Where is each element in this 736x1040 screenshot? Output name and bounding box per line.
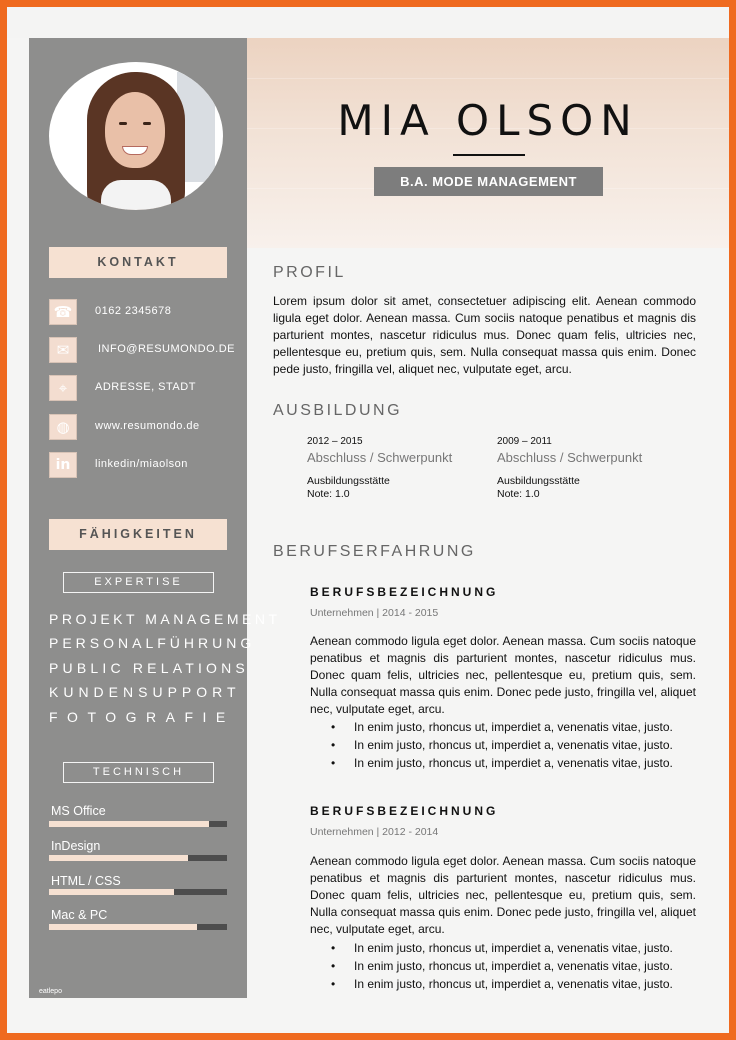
education-grade: Note: 1.0 <box>497 488 540 500</box>
candidate-name: MIA OLSON <box>337 96 639 145</box>
contact-phone <box>49 299 239 325</box>
contact-address-text: ADRESSE, STADT <box>95 381 196 393</box>
phone-icon: ☎ <box>49 299 77 325</box>
job-bullets <box>331 939 673 993</box>
contact-linkedin-text: linkedin/miaolson <box>95 458 188 470</box>
contact-email-text: INFO@RESUMONDO.DE <box>98 343 236 355</box>
profile-text: Lorem ipsum dolor sit amet, consectetuer adipiscing elit. Aenean commodo ligula eget dolor. Aenean massa. Cum sociis natoque penatibus et magnis dis parturient montes, nascetur ridiculus mus. Donec quam felis, ultricies nec, pellentesque eu, pretium quis, sem. Nulla consequat massa quis enim. Donec pede justo, fringilla vel, aliquet nec, vulputate eget, arcu. <box>273 294 696 376</box>
job-title: BERUFSBEZEICHNUNG <box>310 804 499 818</box>
contact-heading: KONTAKT <box>49 247 227 278</box>
contact-linkedin <box>49 452 239 478</box>
expertise-label: EXPERTISE <box>63 572 214 593</box>
list-item: • In enim justo, rhoncus ut, imperdiet a, venenatis vitae, justo. <box>331 718 673 736</box>
tech-skill-label: Mac & PC <box>51 908 108 922</box>
education-entry <box>307 436 487 501</box>
education-years: 2009 – 2011 <box>497 436 552 447</box>
experience-heading: BERUFSERFAHRUNG <box>273 543 476 560</box>
tech-skill-bar <box>49 821 227 827</box>
education-place: Ausbildungsstätte <box>497 475 580 487</box>
job-description: Aenean commodo ligula eget dolor. Aenean massa. Cum sociis natoque penatibus et magnis dis parturient montes, nascetur ridiculus mus. Donec quam felis, ultricies nec, pellentesque eu, pretium quis, sem. Nulla consequat massa quis enim. Donec pede justo, fringilla vel, aliquet nec, vulputate eget, arcu. <box>310 634 696 716</box>
job-title: BERUFSBEZEICHNUNG <box>310 585 499 599</box>
list-item: • In enim justo, rhoncus ut, imperdiet a, venenatis vitae, justo. <box>331 957 673 975</box>
contact-email <box>49 337 239 363</box>
skills-heading: FÄHIGKEITEN <box>49 519 227 550</box>
education-years: 2012 – 2015 <box>307 436 363 447</box>
expertise-item: KUNDENSUPPORT <box>49 684 241 700</box>
footer-mark: eatlepo <box>39 988 62 995</box>
tech-skill-label: HTML / CSS <box>51 874 121 888</box>
education-heading: AUSBILDUNG <box>273 402 403 419</box>
name-underline <box>453 154 525 156</box>
education-place: Ausbildungsstätte <box>307 475 390 487</box>
education-title: Abschluss / Schwerpunkt <box>307 450 453 465</box>
job-company: Unternehmen | 2014 - 2015 <box>310 607 439 619</box>
technical-label: TECHNISCH <box>63 762 214 783</box>
education-entry <box>497 436 677 501</box>
contact-website-text: www.resumondo.de <box>95 420 200 432</box>
mail-icon: ✉ <box>49 337 77 363</box>
job-bullets <box>331 718 673 772</box>
tech-skill-label: MS Office <box>51 804 106 818</box>
education-grade: Note: 1.0 <box>307 488 350 500</box>
job-company: Unternehmen | 2012 - 2014 <box>310 826 439 838</box>
tech-skill-bar <box>49 889 227 895</box>
list-item: • In enim justo, rhoncus ut, imperdiet a, venenatis vitae, justo. <box>331 736 673 754</box>
job-description: Aenean commodo ligula eget dolor. Aenean massa. Cum sociis natoque penatibus et magnis dis parturient montes, nascetur ridiculus mus. Donec quam felis, ultricies nec, pellentesque eu, pretium quis, sem. Nulla consequat massa quis enim. Donec pede justo, fringilla vel, aliquet nec, vulputate eget, arcu. <box>310 854 696 936</box>
tech-skill-bar <box>49 924 227 930</box>
expertise-item: FOTOGRAFIE <box>49 709 235 725</box>
expertise-item: PUBLIC RELATIONS <box>49 660 249 676</box>
tech-skill-bar <box>49 855 227 861</box>
list-item: • In enim justo, rhoncus ut, imperdiet a, venenatis vitae, justo. <box>331 939 673 957</box>
education-title: Abschluss / Schwerpunkt <box>497 450 643 465</box>
resume-page <box>7 38 729 1033</box>
contact-website <box>49 414 239 440</box>
expertise-item: PROJEKT MANAGEMENT <box>49 611 281 627</box>
degree-badge: B.A. MODE MANAGEMENT <box>374 167 603 196</box>
list-item: • In enim justo, rhoncus ut, imperdiet a, venenatis vitae, justo. <box>331 754 673 772</box>
list-item: • In enim justo, rhoncus ut, imperdiet a, venenatis vitae, justo. <box>331 975 673 993</box>
tech-skill-label: InDesign <box>51 839 101 853</box>
globe-icon: ◍ <box>49 414 77 440</box>
expertise-item: PERSONALFÜHRUNG <box>49 635 256 651</box>
sidebar <box>29 38 281 998</box>
linkedin-icon: in <box>49 452 77 478</box>
location-pin-icon: ⌖ <box>49 375 77 401</box>
contact-address <box>49 375 239 401</box>
profile-photo <box>49 62 223 210</box>
contact-phone-text: 0162 2345678 <box>95 305 172 317</box>
profile-heading: PROFIL <box>273 264 346 281</box>
